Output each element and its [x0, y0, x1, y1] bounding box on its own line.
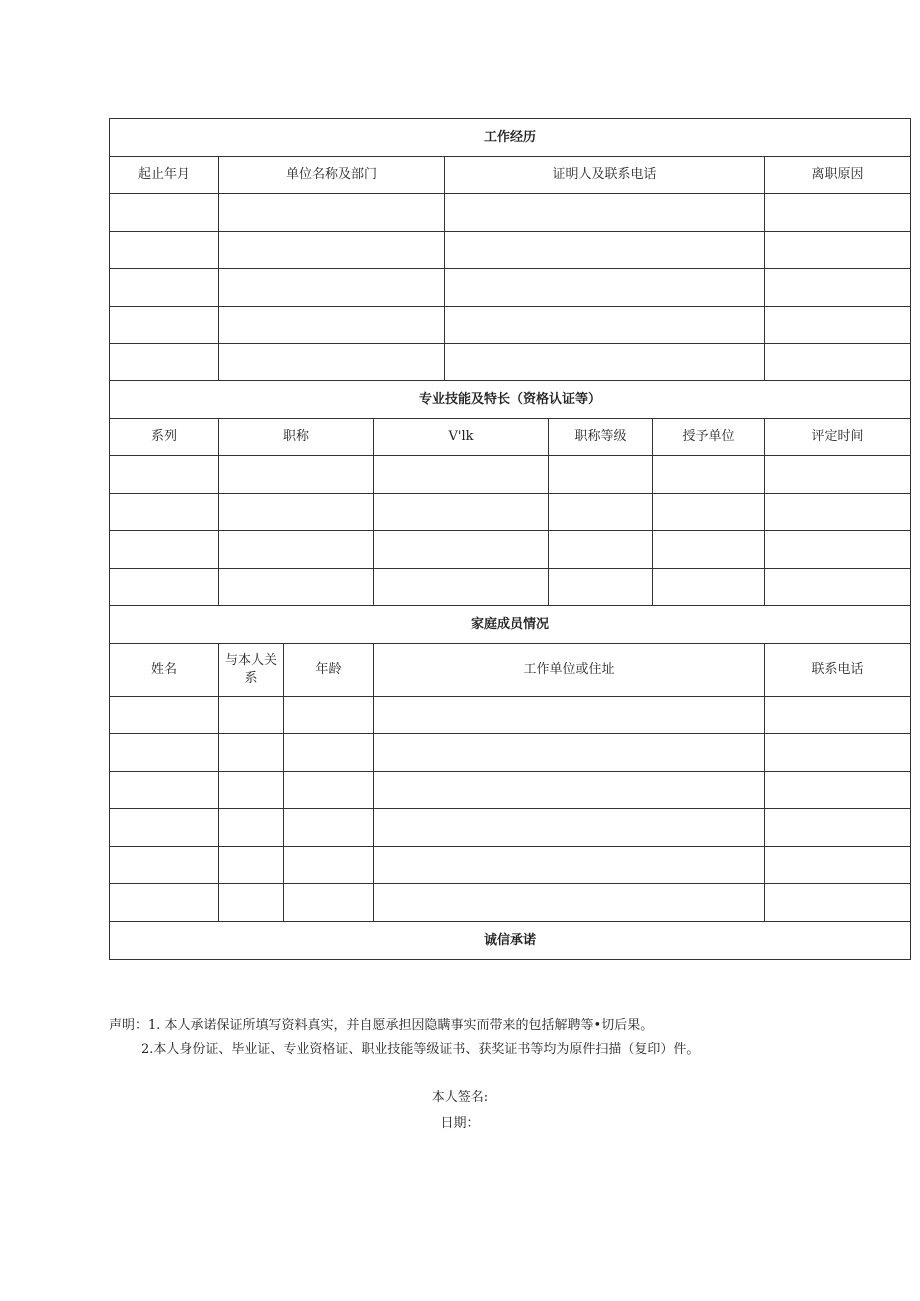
family-cell[interactable] — [219, 884, 284, 922]
work-employer-header: 单位名称及部门 — [219, 157, 445, 194]
family-cell[interactable] — [284, 772, 374, 809]
family-row — [110, 734, 911, 772]
statement-block — [109, 1014, 829, 1062]
family-cell[interactable] — [110, 809, 219, 847]
skills-cell[interactable] — [549, 531, 653, 569]
skills-header-row — [110, 419, 911, 456]
family-cell[interactable] — [284, 847, 374, 884]
skills-section-title: 专业技能及特长（资格认证等） — [110, 381, 911, 419]
work-cell[interactable] — [219, 307, 445, 344]
work-row — [110, 344, 911, 381]
skills-row — [110, 456, 911, 494]
family-cell[interactable] — [374, 734, 765, 772]
skills-cell[interactable] — [219, 569, 374, 606]
skills-cell[interactable] — [110, 531, 219, 569]
work-cell[interactable] — [219, 344, 445, 381]
skills-cell[interactable] — [110, 494, 219, 531]
skills-cell[interactable] — [110, 456, 219, 494]
family-cell[interactable] — [765, 734, 911, 772]
work-cell[interactable] — [445, 194, 765, 232]
skills-section-row — [110, 381, 911, 419]
family-cell[interactable] — [219, 772, 284, 809]
skills-cell[interactable] — [549, 494, 653, 531]
work-cell[interactable] — [219, 194, 445, 232]
work-cell[interactable] — [765, 307, 911, 344]
family-name-header: 姓名 — [110, 644, 219, 697]
skills-cell[interactable] — [653, 531, 765, 569]
signature-label: 本人签名: — [431, 1090, 489, 1105]
family-cell[interactable] — [110, 697, 219, 734]
work-cell[interactable] — [765, 194, 911, 232]
skills-row — [110, 531, 911, 569]
skills-cell[interactable] — [549, 569, 653, 606]
family-cell[interactable] — [765, 809, 911, 847]
family-cell[interactable] — [284, 809, 374, 847]
family-cell[interactable] — [765, 697, 911, 734]
skills-cell[interactable] — [374, 531, 549, 569]
form-table — [109, 118, 911, 960]
skills-title-header: 职称 — [219, 419, 374, 456]
skills-cell[interactable] — [110, 569, 219, 606]
work-cell[interactable] — [219, 232, 445, 269]
family-cell[interactable] — [765, 847, 911, 884]
work-cell[interactable] — [110, 307, 219, 344]
family-cell[interactable] — [284, 697, 374, 734]
family-phone-header: 联系电话 — [765, 644, 911, 697]
skills-issuer-header: 授予单位 — [653, 419, 765, 456]
work-cell[interactable] — [765, 344, 911, 381]
family-cell[interactable] — [374, 847, 765, 884]
work-cell[interactable] — [445, 269, 765, 307]
work-cell[interactable] — [110, 344, 219, 381]
family-cell[interactable] — [765, 884, 911, 922]
work-row — [110, 232, 911, 269]
skills-cell[interactable] — [374, 456, 549, 494]
date-label: 日期： — [440, 1116, 480, 1131]
skills-cell[interactable] — [219, 494, 374, 531]
family-row — [110, 772, 911, 809]
skills-row — [110, 569, 911, 606]
skills-cell[interactable] — [374, 494, 549, 531]
family-cell[interactable] — [110, 772, 219, 809]
family-row — [110, 809, 911, 847]
skills-row — [110, 494, 911, 531]
family-cell[interactable] — [110, 847, 219, 884]
family-cell[interactable] — [219, 734, 284, 772]
work-row — [110, 194, 911, 232]
family-section-row — [110, 606, 911, 644]
work-cell[interactable] — [765, 269, 911, 307]
family-relation-header: 与本人关系 — [219, 644, 284, 697]
family-cell[interactable] — [219, 847, 284, 884]
integrity-section-row — [110, 922, 911, 960]
skills-vlk-header: V'lk — [374, 419, 549, 456]
skills-cell[interactable] — [219, 531, 374, 569]
family-cell[interactable] — [374, 809, 765, 847]
family-cell[interactable] — [765, 772, 911, 809]
skills-cell[interactable] — [653, 494, 765, 531]
work-cell[interactable] — [445, 344, 765, 381]
family-row — [110, 697, 911, 734]
skills-cell[interactable] — [765, 456, 911, 494]
work-reason-header: 离职原因 — [765, 157, 911, 194]
skills-cell[interactable] — [765, 569, 911, 606]
family-cell[interactable] — [374, 697, 765, 734]
integrity-section-title: 诚信承诺 — [110, 922, 911, 960]
family-section-title: 家庭成员情况 — [110, 606, 911, 644]
family-cell[interactable] — [219, 809, 284, 847]
family-cell[interactable] — [284, 734, 374, 772]
family-cell[interactable] — [374, 772, 765, 809]
work-reference-header: 证明人及联系电话 — [445, 157, 765, 194]
family-row — [110, 847, 911, 884]
work-header-row — [110, 157, 911, 194]
statement-line-1: 声明：1. 本人承诺保证所填写资料真实，并自愿承担因隐瞒事实而带来的包括解聘等•切后果。 — [109, 1018, 654, 1033]
family-cell[interactable] — [374, 884, 765, 922]
work-row — [110, 307, 911, 344]
work-section-title: 工作经历 — [110, 119, 911, 157]
family-cell[interactable] — [110, 734, 219, 772]
work-cell[interactable] — [765, 232, 911, 269]
family-cell[interactable] — [219, 697, 284, 734]
work-cell[interactable] — [445, 307, 765, 344]
work-cell[interactable] — [219, 269, 445, 307]
family-row — [110, 884, 911, 922]
skills-cell[interactable] — [653, 456, 765, 494]
work-cell[interactable] — [110, 269, 219, 307]
family-age-header: 年龄 — [284, 644, 374, 697]
work-cell[interactable] — [110, 232, 219, 269]
skills-cell[interactable] — [765, 531, 911, 569]
skills-cell[interactable] — [219, 456, 374, 494]
statement-line-2: 2.本人身份证、毕业证、专业资格证、职业技能等级证书、获奖证书等均为原件扫描（复印）件。 — [141, 1042, 700, 1057]
skills-cell[interactable] — [653, 569, 765, 606]
skills-grade-header: 职称等级 — [549, 419, 653, 456]
work-cell[interactable] — [445, 232, 765, 269]
work-row — [110, 269, 911, 307]
family-cell[interactable] — [110, 884, 219, 922]
family-address-header: 工作单位或住址 — [374, 644, 765, 697]
work-section-row — [110, 119, 911, 157]
skills-series-header: 系列 — [110, 419, 219, 456]
skills-date-header: 评定时间 — [765, 419, 911, 456]
family-cell[interactable] — [284, 884, 374, 922]
work-cell[interactable] — [110, 194, 219, 232]
skills-cell[interactable] — [549, 456, 653, 494]
skills-cell[interactable] — [374, 569, 549, 606]
skills-cell[interactable] — [765, 494, 911, 531]
work-period-header: 起止年月 — [110, 157, 219, 194]
application-form — [109, 118, 864, 960]
family-header-row — [110, 644, 911, 697]
